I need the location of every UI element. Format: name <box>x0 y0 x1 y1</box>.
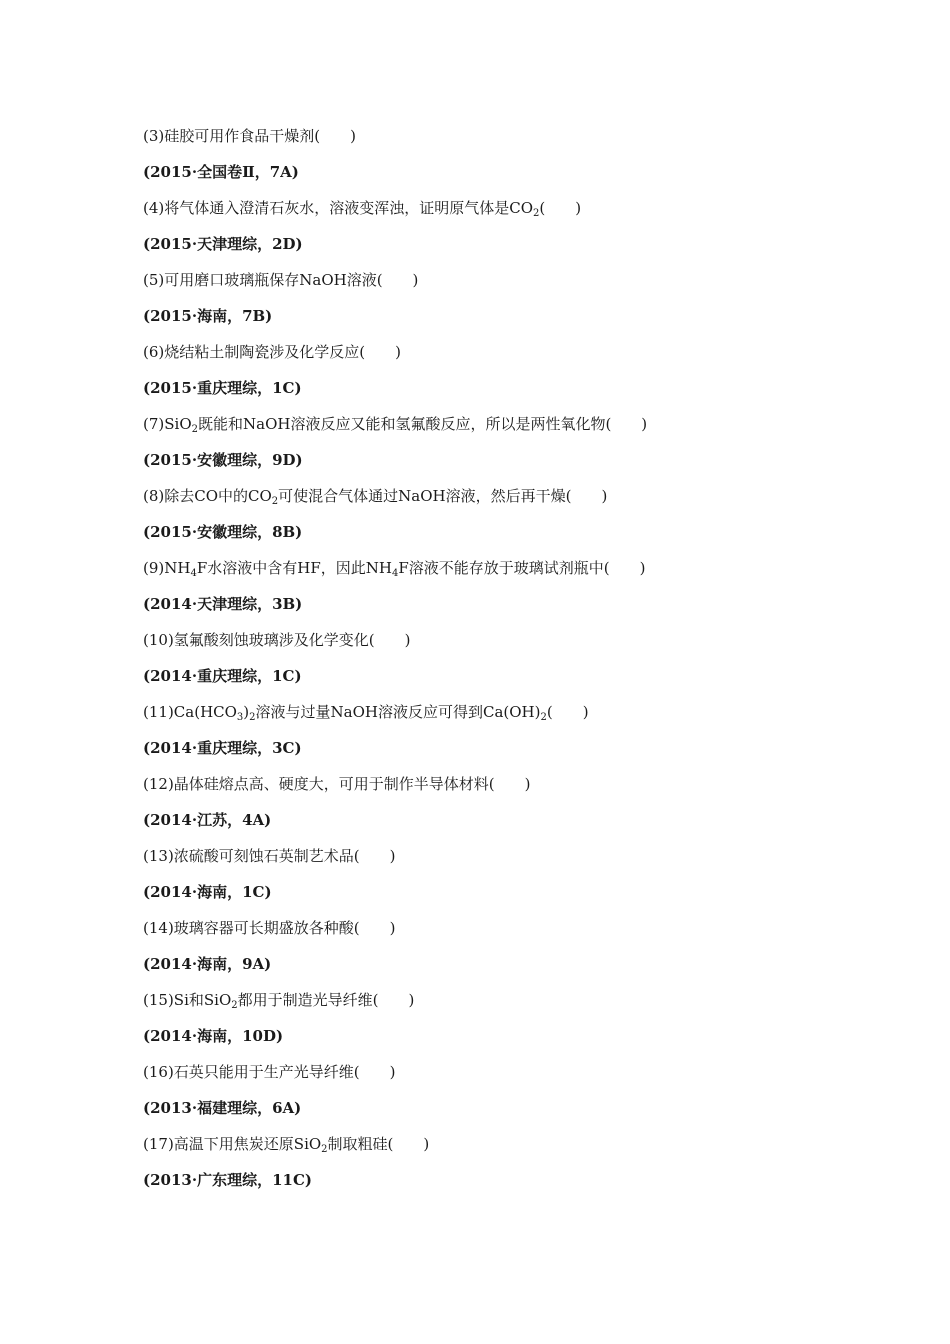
question-text <box>143 484 903 520</box>
question-text <box>143 988 903 1024</box>
question-segment: (4)将气体通入澄清石灰水，溶液变浑浊，证明原气体是CO <box>143 199 534 217</box>
question-text <box>143 340 903 376</box>
question-source: (2014·重庆理综，3C) <box>143 739 302 757</box>
question-segment: 可使混合气体通过NaOH溶液，然后再干燥( ) <box>278 487 608 505</box>
question-source: (2014·江苏，4A) <box>143 811 272 829</box>
subscript: 4 <box>391 568 399 579</box>
question-source: (2013·福建理综，6A) <box>143 1099 302 1117</box>
question-list <box>143 124 903 1204</box>
question-segment: ) <box>243 703 250 721</box>
question-text <box>143 628 903 664</box>
question-source: (2015·天津理综，2D) <box>143 235 303 253</box>
subscript: 2 <box>540 712 547 723</box>
question-segment: (5)可用磨口玻璃瓶保存NaOH溶液( ) <box>143 271 419 289</box>
question-text <box>143 268 903 304</box>
subscript: 3 <box>236 712 244 723</box>
question-segment: (7)SiO <box>143 415 192 433</box>
question-segment: 溶液与过量NaOH溶液反应可得到Ca(OH) <box>255 703 541 721</box>
question-segment: 既能和NaOH溶液反应又能和氢氟酸反应，所以是两性氧化物( ) <box>198 415 648 433</box>
question-source: (2014·海南，10D) <box>143 1027 284 1045</box>
question-text <box>143 772 903 808</box>
subscript: 4 <box>190 568 197 579</box>
question-segment: (3)硅胶可用作食品干燥剂( ) <box>143 127 356 145</box>
question-segment: (17)高温下用焦炭还原SiO <box>143 1135 322 1153</box>
subscript: 2 <box>249 712 256 723</box>
subscript: 2 <box>191 424 198 435</box>
question-text <box>143 700 903 736</box>
question-segment: (14)玻璃容器可长期盛放各种酸( ) <box>143 919 396 937</box>
subscript: 2 <box>321 1144 328 1155</box>
question-source: (2015·重庆理综，1C) <box>143 379 302 397</box>
question-source: (2014·重庆理综，1C) <box>143 667 302 685</box>
question-segment: 制取粗硅( ) <box>327 1135 430 1153</box>
question-source: (2015·海南，7B) <box>143 307 273 325</box>
question-segment: (8)除去CO中的CO <box>143 487 272 505</box>
question-segment: (16)石英只能用于生产光导纤维( ) <box>143 1063 396 1081</box>
question-source: (2015·全国卷Ⅱ，7A) <box>143 163 299 181</box>
question-segment: (10)氢氟酸刻蚀玻璃涉及化学变化( ) <box>143 631 411 649</box>
question-segment: (9)NH <box>143 559 191 577</box>
question-segment: 都用于制造光导纤维( ) <box>237 991 415 1009</box>
question-segment: ( ) <box>539 199 582 217</box>
subscript: 2 <box>533 208 540 219</box>
question-segment: ( ) <box>546 703 589 721</box>
question-source: (2015·安徽理综，9D) <box>143 451 303 469</box>
question-text <box>143 556 903 592</box>
question-segment: F溶液不能存放于玻璃试剂瓶中( ) <box>398 559 646 577</box>
question-segment: (13)浓硫酸可刻蚀石英制艺术品( ) <box>143 847 396 865</box>
question-text <box>143 412 903 448</box>
question-source: (2014·海南，1C) <box>143 883 272 901</box>
subscript: 2 <box>231 1000 238 1011</box>
question-text <box>143 844 903 880</box>
question-text <box>143 124 903 160</box>
subscript: 2 <box>271 496 279 507</box>
question-source: (2014·海南，9A) <box>143 955 272 973</box>
question-text <box>143 1060 903 1096</box>
question-segment: (15)Si和SiO <box>143 991 232 1009</box>
question-segment: (6)烧结粘土制陶瓷涉及化学反应( ) <box>143 343 401 361</box>
question-source: (2014·天津理综，3B) <box>143 595 303 613</box>
question-segment: (12)晶体硅熔点高、硬度大，可用于制作半导体材料( ) <box>143 775 531 793</box>
question-segment: F水溶液中含有HF，因此NH <box>196 559 392 577</box>
question-source: (2013·广东理综，11C) <box>143 1171 312 1189</box>
question-text <box>143 1132 903 1168</box>
question-text <box>143 916 903 952</box>
question-text <box>143 196 903 232</box>
question-source: (2015·安徽理综，8B) <box>143 523 303 541</box>
question-segment: (11)Ca(HCO <box>143 703 237 721</box>
